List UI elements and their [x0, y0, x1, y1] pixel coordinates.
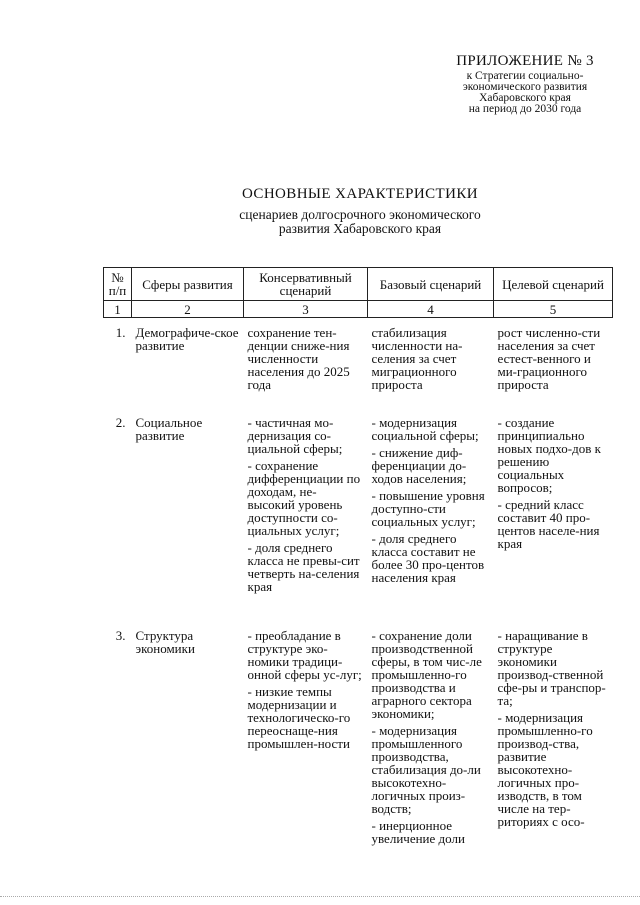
cell-paragraph: стабилизация численности на-селения за счет миграционного прироста [371, 325, 463, 392]
appendix-line: экономического развития [462, 81, 588, 93]
conservative-cell [244, 408, 368, 621]
header-cell-target: Целевой сценарий [494, 268, 613, 301]
appendix-line: к Стратегии социально- [466, 70, 584, 82]
sphere-cell: Социальное развитие [135, 415, 203, 443]
subtitle-line: сценариев долгосрочного экономического [239, 207, 481, 222]
base-cell [368, 318, 494, 409]
target-cell [494, 318, 613, 409]
header-cell-number: № п/п [104, 268, 132, 301]
base-cell [368, 408, 494, 621]
cell-paragraph: - модернизация социальной сферы; [371, 415, 479, 443]
row-number: 2. [115, 415, 126, 430]
scenarios-table [103, 267, 613, 869]
column-number: 1 [104, 301, 132, 318]
document-subtitle [100, 208, 620, 236]
cell-paragraph: рост численно-сти населения за счет естест-венного и ми-грационного прироста [497, 325, 601, 392]
conservative-cell [244, 318, 368, 409]
cell-paragraph: - инерционное увеличение доли [371, 818, 465, 846]
cell-paragraph: - сохранение дифференциации по доходам, не-высокий уровень доступности со-циальных услуг; [247, 458, 361, 538]
column-number: 5 [494, 301, 613, 318]
cell-paragraph: - наращивание в структуре экономики производ-ственной сфе-ры и транспор-та; [497, 628, 606, 708]
column-number: 4 [368, 301, 494, 318]
column-number-row [104, 301, 613, 318]
cell-paragraph: - преобладание в структуре эко-номики традици-онной сферы ус-луг; [247, 628, 362, 682]
column-number: 3 [244, 301, 368, 318]
cell-paragraph: - средний класс составит 40 про-центов населе-ния края [497, 497, 600, 551]
cell-paragraph: сохранение тен-денции сниже-ния численности населения до 2025 года [247, 325, 350, 392]
base-cell [368, 621, 494, 869]
scan-edge-divider [0, 896, 640, 900]
document-title: ОСНОВНЫЕ ХАРАКТЕРИСТИКИ [242, 186, 478, 202]
target-cell [494, 408, 613, 621]
appendix-block [430, 53, 620, 115]
conservative-cell [244, 621, 368, 869]
cell-paragraph: - снижение диф-ференциации до-ходов населения; [371, 445, 467, 486]
header-cell-sphere: Сферы развития [132, 268, 244, 301]
cell-paragraph: - сохранение доли производственной сферы, в том чис-ле промышленно-го производства и аграрного сектора экономики; [371, 628, 482, 721]
cell-paragraph: - модернизация промышленного производства, стабилизация до-ли высокотехно-логичных произ-водств; [371, 723, 481, 816]
cell-paragraph: - создание принципиально новых подхо-дов к решению социальных вопросов; [497, 415, 601, 495]
sphere-cell: Демографиче-ское развитие [135, 325, 239, 353]
cell-paragraph: - частичная мо-дернизация со-циальной сферы; [247, 415, 343, 456]
appendix-line: Хабаровского края [479, 92, 571, 104]
target-cell [494, 621, 613, 869]
table-row [104, 408, 613, 621]
header-cell-conservative: Консервативный сценарий [244, 268, 368, 301]
sphere-cell: Структура экономики [135, 628, 195, 656]
cell-paragraph: - доля среднего класса не превы-сит четверть на-селения края [247, 540, 360, 594]
cell-paragraph: - модернизация промышленно-го производ-ства, развитие высокотехно-логичных про-изводств, в том числе на тер-риториях с осо- [497, 710, 593, 829]
cell-paragraph: - повышение уровня доступно-сти социальных услуг; [371, 488, 485, 529]
appendix-title: ПРИЛОЖЕНИЕ № 3 [456, 53, 594, 69]
table-row [104, 621, 613, 869]
cell-paragraph: - низкие темпы модернизации и технологическо-го переоснаще-ния промышлен-ности [247, 684, 351, 751]
row-number: 3. [115, 628, 126, 643]
cell-paragraph: - доля среднего класса составит не более 30 про-центов населения края [371, 531, 485, 585]
appendix-line: на период до 2030 года [468, 103, 582, 115]
row-number: 1. [115, 325, 126, 340]
table-row [104, 318, 613, 409]
header-cell-base: Базовый сценарий [368, 268, 494, 301]
header-row [104, 268, 613, 301]
subtitle-line: развития Хабаровского края [278, 221, 442, 236]
column-number: 2 [132, 301, 244, 318]
